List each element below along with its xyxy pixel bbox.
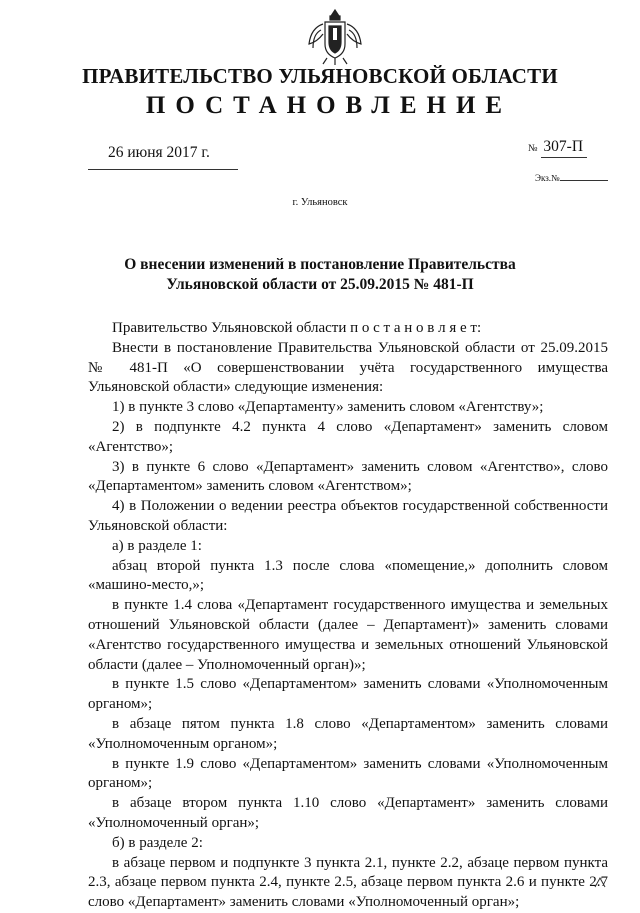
document-date: 26 июня 2017 г. [108,144,210,161]
paragraph: Правительство Ульяновской области п о с т а н о в л я е т: [112,320,482,336]
number-value: 307-П [541,138,587,158]
copy-number [535,173,608,183]
paragraph: а) в разделе 1: [112,537,202,554]
copy-label: Экз.№ [535,173,560,183]
paragraph: б) в разделе 2: [112,834,203,851]
paragraph: в пункте 1.9 слово «Департаментом» заменить словами «Уполномоченным органом»; [88,755,608,792]
copy-underline [560,180,608,181]
paragraph: в абзаце первом и подпункте 3 пункта 2.1, пункте 2.2, абзаце первом пункта 2.3, абзаце первом пункта 2.4, пункте 2.5, абзаце первом пункта 2.6 и пункте 2.7 слово «Департамент» заменить словами «Уполномоченный орган»; [88,854,608,911]
paragraph: Внести в постановление Правительства Ульяновской области от 25.09.2015 № 481-П «О совершенствовании учёта государственного имущества Ульяновской области» следующие изменения: [88,339,608,396]
document-title [0,255,640,295]
paragraph: 2) в подпункте 4.2 пункта 4 слово «Департамент» заменить словом «Агентство»; [88,418,608,455]
paragraph: 3) в пункте 6 слово «Департамент» заменить словом «Агентство», слово «Департаментом» заменить словом «Агентством»; [88,458,608,495]
scan-mark-icon [593,876,607,889]
paragraph: 4) в Положении о ведении реестра объектов государственной собственности Ульяновской области: [88,498,608,534]
paragraph: в пункте 1.5 слово «Департаментом» заменить словами «Уполномоченным органом»; [88,676,608,713]
document-type: ПОСТАНОВЛЕНИЕ [145,92,513,119]
city: г. Ульяновск [292,197,348,208]
paragraph: в абзаце пятом пункта 1.8 слово «Департаментом» заменить словами «Уполномоченным органом»; [88,715,608,752]
date-underline [88,169,238,170]
government-name: ПРАВИТЕЛЬСТВО УЛЬЯНОВСКОЙ ОБЛАСТИ [82,64,558,88]
title-line-1: О внесении изменений в постановление Правительства [124,256,516,273]
coat-of-arms-icon [303,4,367,68]
paragraph: в абзаце втором пункта 1.10 слово «Департамент» заменить словами «Уполномоченный орган»; [88,795,608,831]
document-number [528,138,587,158]
paragraph: абзац второй пункта 1.3 после слова «помещение,» дополнить словом «машино-место,»; [88,557,608,594]
title-line-2: Ульяновской области от 25.09.2015 № 481-П [166,276,474,293]
paragraph: в пункте 1.4 слова «Департамент государственного имущества и земельных отношений Ульяновской области (далее – Департамент)» заменить словами «Агентство государственного имущества и земельных отношений Ульяновской области (далее – Уполномоченный орган)»; [88,597,608,673]
number-sign: № [528,143,538,154]
document-body [88,319,608,913]
paragraph: 1) в пункте 3 слово «Департаменту» заменить словом «Агентству»; [112,399,544,416]
